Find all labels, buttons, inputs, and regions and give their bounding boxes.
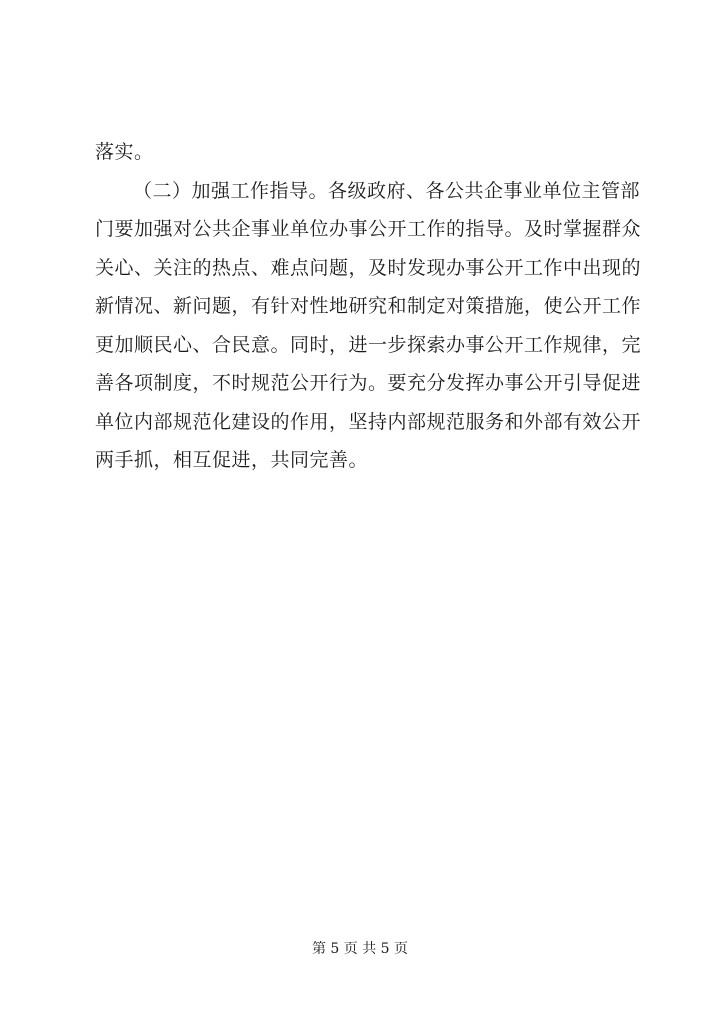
text-line: 落实。 [95,141,154,163]
text-line: 门要加强对公共企事业单位办事公开工作的指导。及时掌握群众 [95,218,642,240]
text-line: （二）加强工作指导。各级政府、各公共企事业单位主管部 [133,179,641,202]
text-line: 两手抓，相互促进，共同完善。 [95,449,369,471]
text-line: 单位内部规范化建设的作用，坚持内部规范服务和外部有效公开 [95,410,642,433]
body-text [95,133,695,480]
text-line: 关心、关注的热点、难点问题，及时发现办事公开工作中出现的 [95,256,642,279]
page-footer: 第 5 页 共 5 页 [311,941,409,957]
text-line: 善各项制度，不时规范公开行为。要充分发挥办事公开引导促进 [95,372,642,394]
text-line: 新情况、新问题，有针对性地研究和制定对策措施，使公开工作 [95,295,642,317]
text-line: 更加顺民心、合民意。同时，进一步探索办事公开工作规律，完 [95,333,642,356]
